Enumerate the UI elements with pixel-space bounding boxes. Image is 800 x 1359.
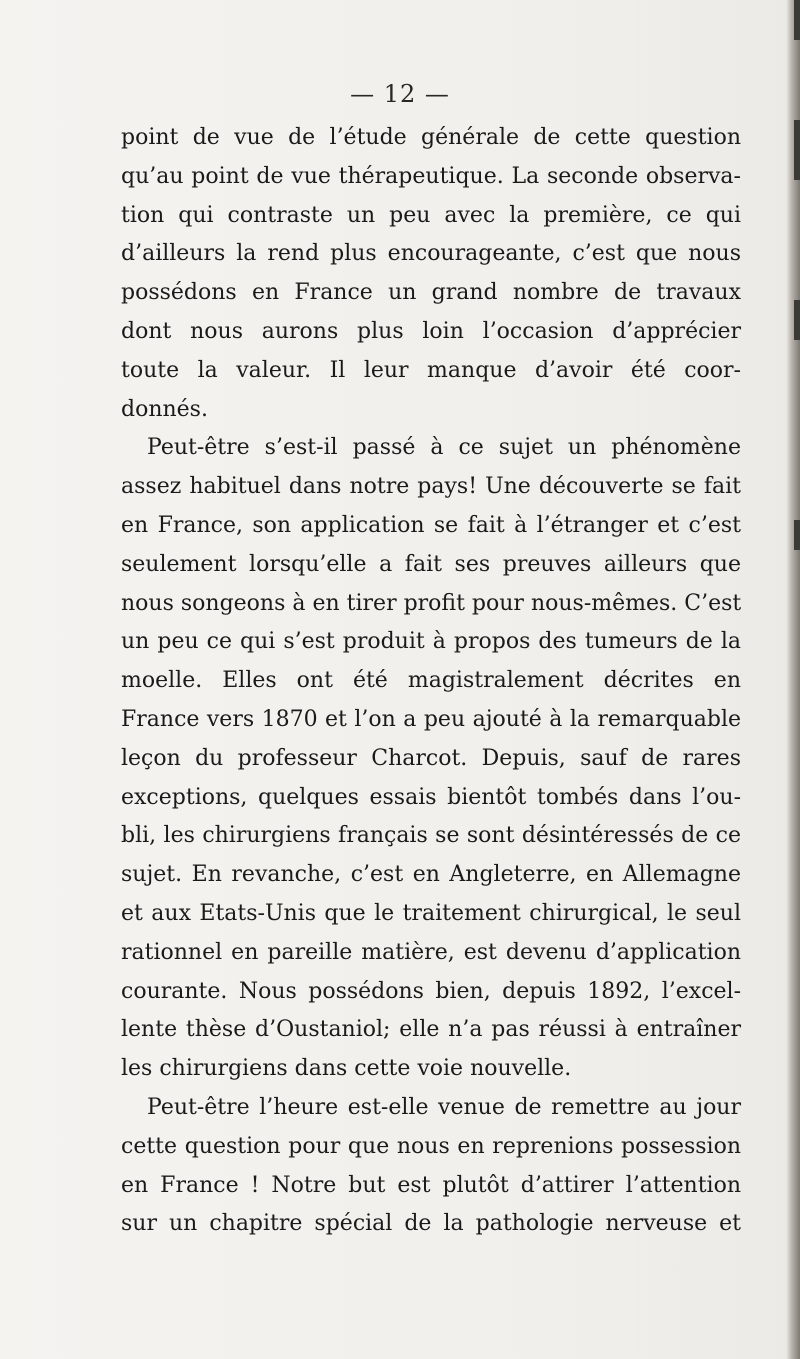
text-line: courante. Nous possédons bien, depuis 1892, l’excel-	[121, 978, 741, 1004]
text-line: moelle. Elles ont été magistralement décrites en	[121, 668, 741, 694]
text-line: cette question pour que nous en reprenions possession	[121, 1133, 741, 1159]
text-line: un peu ce qui s’est produit à propos des tumeurs de la	[121, 629, 741, 655]
text-line: en France ! Notre but est plutôt d’attirer l’attention	[121, 1172, 741, 1198]
text-line: bli, les chirurgiens français se sont désintéressés de ce	[121, 823, 741, 849]
body-text	[121, 119, 741, 1244]
text-line: et aux Etats-Unis que le traitement chirurgical, le seul	[121, 900, 741, 926]
text-line: les chirurgiens dans cette voie nouvelle.	[121, 1056, 572, 1082]
text-line: sujet. En revanche, c’est en Angleterre, en Allemagne	[121, 862, 741, 888]
text-line: toute la valeur. Il leur manque d’avoir été coor-	[121, 357, 741, 383]
text-line: nous songeons à en tirer profit pour nous-mêmes. C’est	[121, 590, 742, 616]
text-line: rationnel en pareille matière, est devenu d’application	[121, 939, 741, 965]
page-number: — 12 —	[350, 80, 450, 108]
text-line: donnés.	[121, 396, 208, 422]
text-line: sur un chapitre spécial de la pathologie nerveuse et	[121, 1211, 741, 1237]
text-line: possédons en France un grand nombre de travaux	[121, 280, 741, 306]
text-line: seulement lorsqu’elle a fait ses preuves ailleurs que	[121, 551, 741, 577]
page-binding-edge	[786, 0, 800, 1359]
text-line: Peut-être l’heure est-elle venue de remettre au jour	[147, 1094, 741, 1120]
text-line: en France, son application se fait à l’étranger et c’est	[121, 512, 741, 538]
text-line: lente thèse d’Oustaniol; elle n’a pas réussi à entraîner	[121, 1017, 741, 1043]
text-line: Peut-être s’est-il passé à ce sujet un phénomène	[147, 435, 741, 461]
text-line: assez habituel dans notre pays! Une découverte se fait	[121, 474, 741, 500]
text-line: dont nous aurons plus loin l’occasion d’apprécier	[121, 318, 741, 344]
text-line: point de vue de l’étude générale de cette question	[121, 125, 741, 150]
text-line: leçon du professeur Charcot. Depuis, sauf de rares	[121, 745, 741, 771]
text-line: exceptions, quelques essais bientôt tombés dans l’ou-	[121, 784, 741, 810]
text-line: d’ailleurs la rend plus encourageante, c’est que nous	[121, 241, 741, 267]
text-line: tion qui contraste un peu avec la première, ce qui	[121, 202, 741, 228]
text-line: France vers 1870 et l’on a peu ajouté à la remarquable	[121, 706, 741, 732]
text-line: qu’au point de vue thérapeutique. La seconde observa-	[121, 163, 741, 189]
